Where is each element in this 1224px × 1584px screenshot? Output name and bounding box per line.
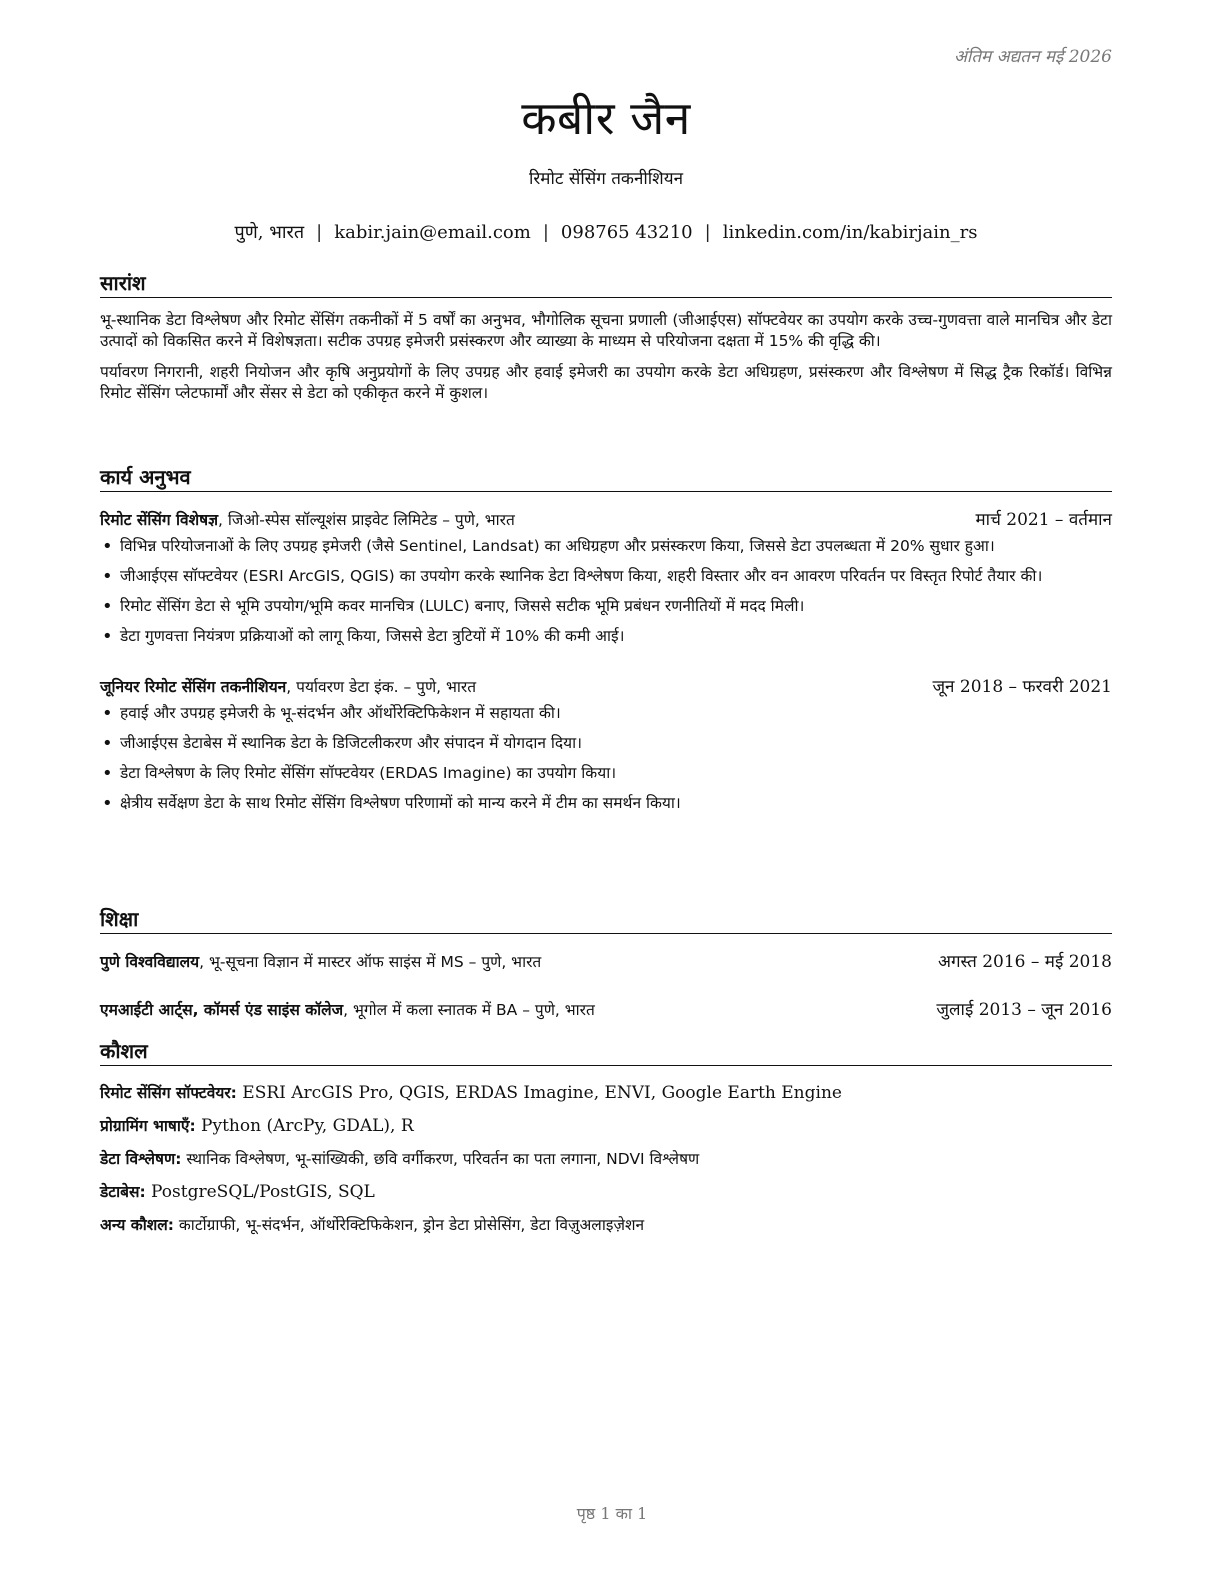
job-header: [100, 675, 1112, 699]
job-entry: [100, 675, 1112, 814]
list-item: • विभिन्न परियोजनाओं के लिए उपग्रह इमेजरी (जैसे Sentinel, Landsat) का अधिग्रहण और प्रसंस्करण किया, जिससे डेटा उपलब्धता में 20% सुधार हुआ।: [100, 536, 1112, 557]
skill-label: रिमोट सेंसिंग सॉफ्टवेयर:: [100, 1084, 237, 1102]
job-role: रिमोट सेंसिंग विशेषज्ञ: [100, 511, 219, 529]
page-number: पृष्ठ 1 का 1: [576, 1504, 648, 1523]
experience-section: [100, 464, 1112, 823]
list-item: • डेटा विश्लेषण के लिए रिमोट सेंसिंग सॉफ्टवेयर (ERDAS Imagine) का उपयोग किया।: [100, 763, 1112, 784]
summary-section: [100, 270, 1112, 404]
job-entry: [100, 508, 1112, 647]
candidate-title: रिमोट सेंसिंग तकनीशियन: [528, 169, 684, 189]
skill-line: [100, 1181, 1112, 1203]
section-heading: सारांश: [100, 270, 1112, 298]
last-updated: अंतिम अद्यतन मई 2026: [953, 47, 1112, 67]
degree-detail: , भू-सूचना विज्ञान में मास्टर ऑफ साइंस में MS – पुणे, भारत: [199, 953, 542, 971]
job-role: जूनियर रिमोट सेंसिंग तकनीशियन: [100, 678, 287, 696]
skill-value: PostgreSQL/PostGIS, SQL: [145, 1182, 375, 1202]
section-heading: कौशल: [100, 1038, 1112, 1066]
job-org: , पर्यावरण डेटा इंक. – पुणे, भारत: [286, 678, 477, 696]
list-item: • हवाई और उपग्रह इमेजरी के भू-संदर्भन और ऑर्थोरेक्टिफिकेशन में सहायता की।: [100, 703, 1112, 724]
skill-value: स्थानिक विश्लेषण, भू-सांख्यिकी, छवि वर्गीकरण, परिवर्तन का पता लगाना, NDVI विश्लेषण: [181, 1150, 700, 1168]
separator: |: [316, 222, 323, 243]
contact-line: [100, 220, 1112, 244]
skill-line: [100, 1082, 1112, 1104]
skills-section: [100, 1038, 1112, 1236]
resume-page: [100, 0, 1112, 1584]
contact-email[interactable]: kabir.jain@email.com: [334, 222, 531, 243]
job-org: , जिओ-स्पेस सॉल्यूशंस प्राइवेट लिमिटेड – पुणे, भारत: [218, 511, 515, 529]
candidate-name: कबीर जैन: [521, 91, 691, 145]
section-heading: शिक्षा: [100, 906, 1112, 934]
skill-label: प्रोग्रामिंग भाषाएँ:: [100, 1117, 196, 1135]
education-entry: [100, 950, 1112, 974]
skill-value: कार्टोग्राफी, भू-संदर्भन, ऑर्थोरेक्टिफिकेशन, ड्रोन डेटा प्रोसेसिंग, डेटा विज़ुअलाइज़ेशन: [173, 1216, 645, 1234]
degree-detail: , भूगोल में कला स्नातक में BA – पुणे, भारत: [343, 1001, 595, 1019]
summary-paragraph: पर्यावरण निगरानी, शहरी नियोजन और कृषि अनुप्रयोगों के लिए उपग्रह और हवाई इमेजरी का उपयोग करके डेटा अधिग्रहण, प्रसंस्करण और विश्लेषण में सिद्ध ट्रैक रिकॉर्ड। विभिन्न रिमोट सेंसिंग प्लेटफार्मों और सेंसर से डेटा को एकीकृत करने में कुशल।: [100, 363, 1112, 402]
job-bullets: [100, 536, 1112, 647]
job-header: [100, 508, 1112, 532]
job-dates: मार्च 2021 – वर्तमान: [975, 510, 1112, 530]
education-entry: [100, 998, 1112, 1022]
skill-line: [100, 1115, 1112, 1137]
contact-linkedin[interactable]: linkedin.com/in/kabirjain_rs: [722, 222, 978, 243]
separator: |: [704, 222, 711, 243]
job-bullets: [100, 703, 1112, 814]
education-dates: अगस्त 2016 – मई 2018: [937, 952, 1112, 972]
school-name: एमआईटी आर्ट्स, कॉमर्स एंड साइंस कॉलेज: [100, 1001, 344, 1019]
skill-line: [100, 1148, 1112, 1170]
list-item: • रिमोट सेंसिंग डेटा से भूमि उपयोग/भूमि कवर मानचित्र (LULC) बनाए, जिससे सटीक भूमि प्रबंधन रणनीतियों में मदद मिली।: [100, 596, 1112, 617]
skill-value: ESRI ArcGIS Pro, QGIS, ERDAS Imagine, ENVI, Google Earth Engine: [236, 1083, 842, 1103]
list-item: • जीआईएस सॉफ्टवेयर (ESRI ArcGIS, QGIS) का उपयोग करके स्थानिक डेटा विश्लेषण किया, शहरी विस्तार और वन आवरण परिवर्तन पर विस्तृत रिपोर्ट तैयार की।: [100, 566, 1112, 587]
contact-phone: 098765 43210: [560, 222, 693, 243]
job-dates: जून 2018 – फरवरी 2021: [932, 677, 1112, 697]
skill-label: डेटाबेस:: [100, 1183, 146, 1201]
contact-location: पुणे, भारत: [234, 222, 305, 243]
skill-value: Python (ArcPy, GDAL), R: [195, 1116, 414, 1136]
education-section: [100, 906, 1112, 1022]
section-heading: कार्य अनुभव: [100, 464, 1112, 492]
separator: |: [542, 222, 549, 243]
skill-line: [100, 1214, 1112, 1236]
summary-paragraph: भू-स्थानिक डेटा विश्लेषण और रिमोट सेंसिंग तकनीकों में 5 वर्षों का अनुभव, भौगोलिक सूचना प्रणाली (जीआईएस) सॉफ्टवेयर का उपयोग करके उच्च-गुणवत्ता वाले मानचित्र और डेटा उत्पादों को विकसित करने में विशेषज्ञता। सटीक उपग्रह इमेजरी प्रसंस्करण और व्याख्या के माध्यम से परियोजना दक्षता में 15% की वृद्धि की।: [100, 311, 1112, 350]
skill-label: डेटा विश्लेषण:: [100, 1150, 182, 1168]
education-dates: जुलाई 2013 – जून 2016: [936, 1000, 1112, 1020]
list-item: • जीआईएस डेटाबेस में स्थानिक डेटा के डिजिटलीकरण और संपादन में योगदान दिया।: [100, 733, 1112, 754]
list-item: • डेटा गुणवत्ता नियंत्रण प्रक्रियाओं को लागू किया, जिससे डेटा त्रुटियों में 10% की कमी आई।: [100, 626, 1112, 647]
skill-label: अन्य कौशल:: [100, 1216, 174, 1234]
list-item: • क्षेत्रीय सर्वेक्षण डेटा के साथ रिमोट सेंसिंग विश्लेषण परिणामों को मान्य करने में टीम का समर्थन किया।: [100, 793, 1112, 814]
school-name: पुणे विश्वविद्यालय: [100, 953, 200, 971]
